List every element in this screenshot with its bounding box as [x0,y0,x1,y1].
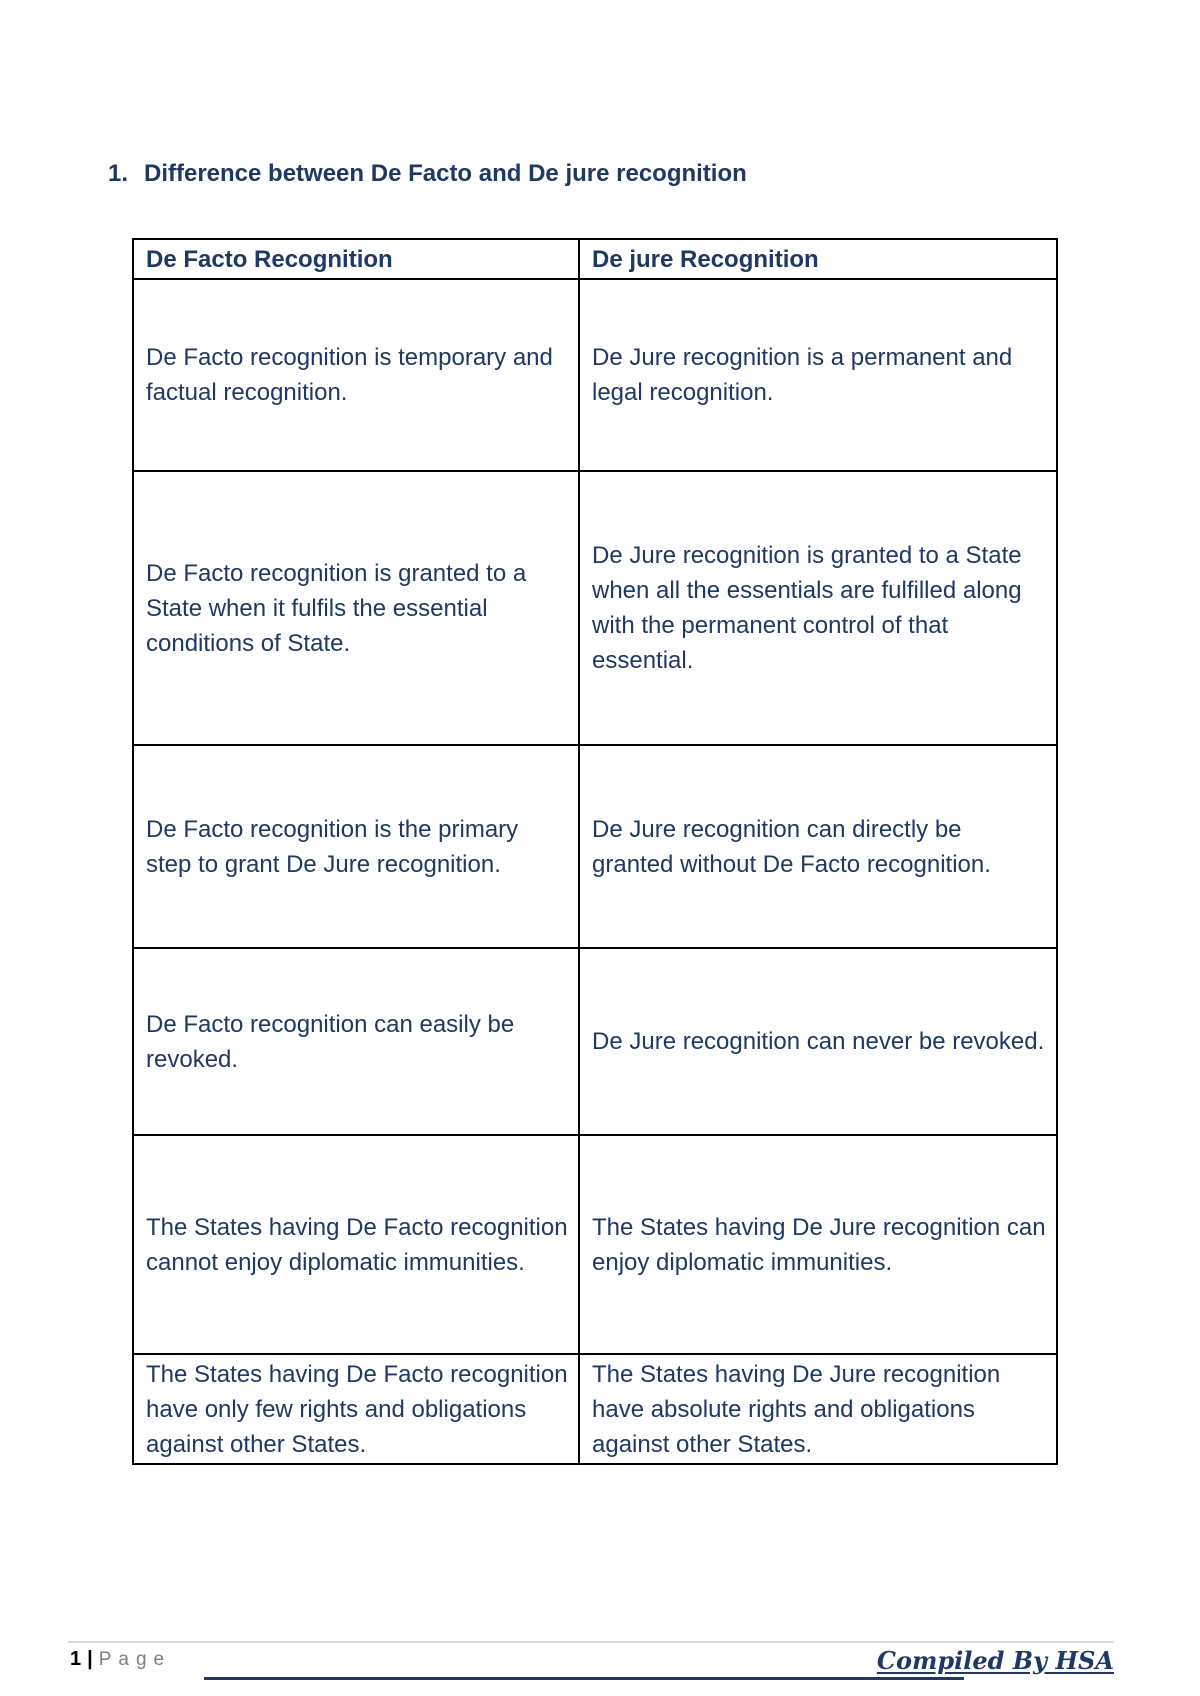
header-de-jure: De jure Recognition [579,239,1057,279]
de-jure-cell: De Jure recognition is a permanent and legal recognition. [579,279,1057,471]
page-word: Page [98,1649,172,1670]
de-jure-cell: The States having De Jure recognition can enjoy diplomatic immunities. [579,1135,1057,1354]
table-row [133,1354,1057,1464]
heading-text: Difference between De Facto and De jure recognition [144,160,747,187]
page-separator: | [87,1648,93,1670]
table-header-row [133,239,1057,279]
de-facto-cell: De Facto recognition is granted to a State when it fulfils the essential conditions of State. [133,471,579,745]
heading-number: 1. [108,160,129,187]
header-de-facto: De Facto Recognition [133,239,579,279]
table-row [133,1135,1057,1354]
de-jure-cell: De Jure recognition is granted to a State when all the essentials are fulfilled along with the permanent control of that essential. [579,471,1057,745]
de-facto-cell: The States having De Facto recognition cannot enjoy diplomatic immunities. [133,1135,579,1354]
de-facto-cell: De Facto recognition is temporary and factual recognition. [133,279,579,471]
de-facto-cell: De Facto recognition is the primary step to grant De Jure recognition. [133,745,579,948]
footer-rule [204,1677,964,1680]
de-facto-cell: The States having De Facto recognition have only few rights and obligations against other States. [133,1354,579,1464]
de-jure-cell: The States having De Jure recognition have absolute rights and obligations against other States. [579,1354,1057,1464]
table-row [133,471,1057,745]
table-row [133,948,1057,1135]
comparison-table [132,238,1058,1465]
de-facto-cell: De Facto recognition can easily be revoked. [133,948,579,1135]
page-number-block [70,1648,171,1671]
compiled-by-signature: Compiled By HSA [876,1646,1114,1675]
table-row [133,279,1057,471]
de-jure-cell: De Jure recognition can never be revoked. [579,948,1057,1135]
de-jure-cell: De Jure recognition can directly be granted without De Facto recognition. [579,745,1057,948]
footer-divider [68,1641,1114,1643]
document-heading [108,160,747,188]
page-number: 1 [70,1648,82,1670]
page-footer [70,1646,1114,1682]
table-row [133,745,1057,948]
